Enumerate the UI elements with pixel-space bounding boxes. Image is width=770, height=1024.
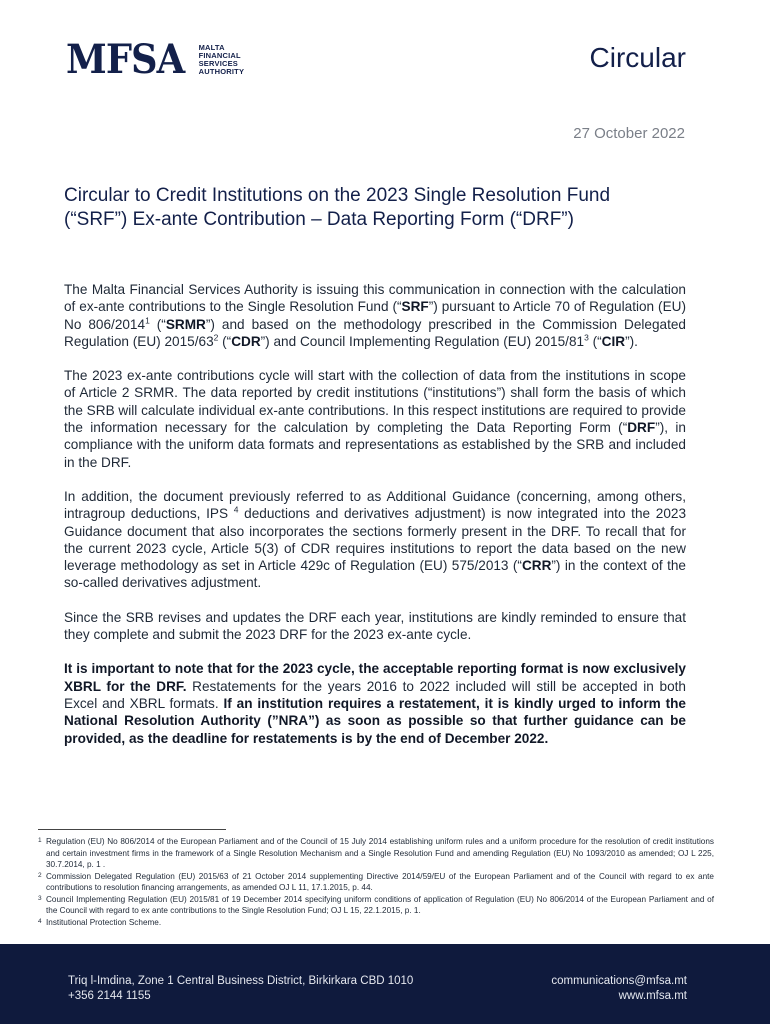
bold-text: CIR — [601, 333, 626, 349]
footnote — [38, 917, 714, 929]
text-run: In addition, the document previously referred to as Additional Guidance (concerning, among others, intragroup deductions, IPS — [64, 488, 686, 522]
bold-text: It is important to note that for the 2023 cycle, the acceptable reporting format is now exclusively XBRL for the DRF. — [64, 661, 686, 694]
logo-subtitle — [199, 44, 245, 76]
footnote-marker: 4 — [233, 504, 239, 515]
text-run: Restatements for the years 2016 to 2022 included will still be accepted in both Excel and XBRL formats. — [64, 678, 686, 711]
footnotes — [38, 836, 714, 928]
footnote-number: 1 — [38, 837, 42, 844]
text-run: The 2023 ex-ante contributions cycle will start with the collection of data from the institutions in scope of Article 2 SRMR. The data reported by credit institutions (“institutions”) shall form the basis of which the SRB will calculate individual ex-ante contributions. In this respect institutions are required to provide the information necessary for the calculation by completing the Data Reporting Form (“ — [64, 368, 686, 436]
text-run: ”) and based on the methodology prescribed in the Commission Delegated Regulation (EU) 2015/63 — [64, 316, 686, 349]
footnote-divider — [38, 829, 226, 830]
text-run: ”) and Council Implementing Regulation (EU) 2015/81 — [260, 333, 585, 349]
text-run: ”). — [625, 333, 638, 349]
body-paragraph-5 — [64, 660, 686, 746]
footer-phone: +356 2144 1155 — [68, 989, 151, 1002]
footer-website[interactable]: www.mfsa.mt — [618, 989, 687, 1002]
logo-sub-line: SERVICES — [198, 59, 239, 68]
bold-text: If an institution requires a restatement, it is kindly urged to inform the National Resolution Authority (”NRA”) as soon as possible so that further guidance can be provided, as the deadline for restatements is by the end of December 2022. — [64, 695, 686, 746]
footnote-number: 4 — [38, 917, 42, 925]
bold-text: SRF — [401, 299, 429, 315]
bold-text: CDR — [231, 333, 261, 349]
bold-text: DRF — [627, 420, 656, 436]
body-paragraph-2 — [64, 367, 686, 471]
page-header — [0, 0, 770, 160]
text-run: ”) in the context of the so-called derivatives adjustment. — [64, 558, 686, 591]
footnote-number: 2 — [38, 871, 42, 879]
text-run: ”), in compliance with the uniform data formats and representations as established by the SRB and included in the DRF. — [64, 420, 686, 470]
text-run: (“ — [588, 333, 602, 349]
text-run: ”) pursuant to Article 70 of Regulation (EU) No 806/2014 — [64, 299, 686, 332]
footer-links — [551, 974, 687, 1003]
body-paragraph-4 — [64, 609, 686, 644]
logo-sub-line: FINANCIAL — [198, 51, 241, 60]
body-paragraph-3 — [64, 488, 686, 592]
footnote — [38, 836, 714, 871]
document-type: Circular — [589, 42, 686, 73]
footnote-number: 3 — [38, 894, 42, 902]
document-date: 27 October 2022 — [573, 125, 685, 142]
footnote-text: Commission Delegated Regulation (EU) 2015/63 of 21 October 2014 supplementing Directive 2014/59/EU of the European Parliament and of the Council with regard to ex ante contributions to resolution financing arrangements, as amended OJ L 11, 17.1.2015, p. 44. — [46, 871, 714, 892]
bold-text: CRR — [521, 558, 552, 574]
footnote-text: Regulation (EU) No 806/2014 of the European Parliament and of the Council of 15 July 2014 establishing uniform rules and a uniform procedure for the resolution of credit institutions and certain investment firms in the framework of a Single Resolution Mechanism and a Single Resolution Fund and amending Regulation (EU) No 1093/2010 as amended; OJ L 225, 30.7.2014, p. 1 . — [46, 837, 714, 869]
logo-sub-line: AUTHORITY — [198, 67, 245, 76]
mfsa-logo — [66, 36, 245, 83]
page-footer — [0, 944, 770, 1024]
footnote-marker: 1 — [145, 315, 150, 326]
document-body — [64, 281, 686, 764]
text-run: (“ — [218, 333, 232, 349]
text-run: deductions and derivatives adjustment) is now integrated into the 2023 Guidance document that also incorporates the sections formerly present in the DRF. To recall that for the current 2023 cycle, Article 5(3) of CDR requires institutions to report the data based on the new leverage methodology as set in Article 429c of Regulation (EU) 575/2013 (“ — [64, 506, 687, 574]
body-paragraph-1 — [64, 281, 686, 350]
title-line-1: Circular to Credit Institutions on the 2023 Single Resolution Fund — [64, 185, 611, 206]
footer-address: Triq l-Imdina, Zone 1 Central Business District, Birkirkara CBD 1010 — [68, 975, 414, 987]
bold-text: SRMR — [165, 316, 206, 332]
text-run: (“ — [149, 316, 166, 332]
document-title — [64, 184, 704, 232]
logo-sub-line: MALTA — [198, 43, 225, 52]
text-run: Since the SRB revises and updates the DRF each year, institutions are kindly reminded to ensure that they complete and submit the 2023 DRF for the 2023 ex-ante cycle. — [64, 609, 686, 643]
title-line-2: (“SRF”) Ex-ante Contribution – Data Reporting Form (“DRF”) — [64, 209, 574, 230]
footer-email[interactable]: communications@mfsa.mt — [551, 975, 687, 987]
footnote-marker: 3 — [584, 332, 589, 343]
footnote-text: Council Implementing Regulation (EU) 2015/81 of 19 December 2014 specifying uniform conditions of application of Regulation (EU) No 806/2014 of the European Parliament and of the Council with regard to ex ante contributions to the Single Resolution Fund; OJ L 15, 22.1.2015, p. 1. — [46, 894, 714, 915]
logo-mark: MFSA — [66, 36, 185, 83]
footer-contact — [68, 974, 413, 1003]
footnote-text: Institutional Protection Scheme. — [46, 917, 162, 927]
footnote-marker: 2 — [213, 332, 219, 343]
footnote — [38, 871, 714, 894]
text-run: The Malta Financial Services Authority is issuing this communication in connection with the calculation of ex-ante contributions to the Single Resolution Fund (“ — [64, 282, 686, 315]
footnote — [38, 894, 714, 917]
